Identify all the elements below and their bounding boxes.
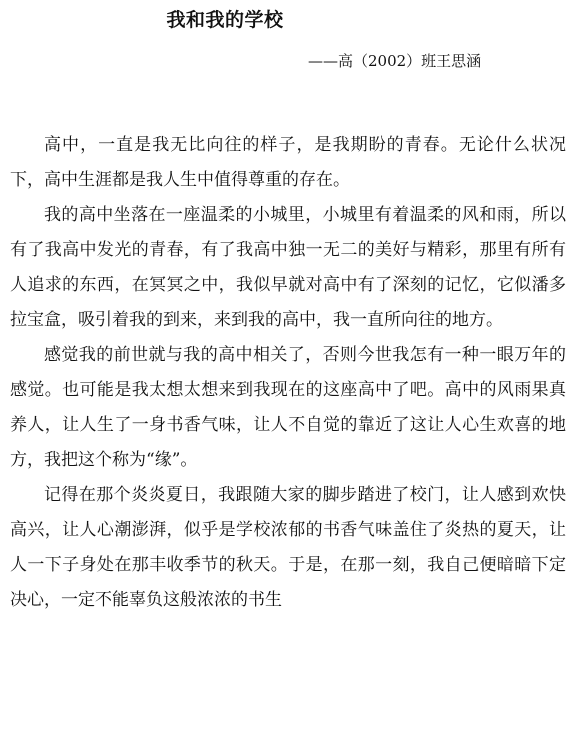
paragraph: 高中，一直是我无比向往的样子，是我期盼的青春。无论什么状况下，高中生涯都是我人生中值得尊重的存在。 <box>10 135 566 190</box>
page-bottom-edge <box>0 737 576 747</box>
paragraph: 我的高中坐落在一座温柔的小城里，小城里有着温柔的风和雨，所以有了我高中发光的青春，有了我高中独一无二的美好与精彩，那里有所有人追求的东西，在冥冥之中，我似早就对高中有了深刻的记忆，它似潘多拉宝盒，吸引着我的到来，来到我的高中，我一直所向往的地方。 <box>10 205 566 330</box>
document-title: 我和我的学校 <box>166 9 284 31</box>
author-byline: ——高（2002）班王思涵 <box>308 52 482 70</box>
paragraph: 感觉我的前世就与我的高中相关了，否则今世我怎有一种一眼万年的感觉。也可能是我太想太想来到我现在的这座高中了吧。高中的风雨果真养人，让人生了一身书香气味，让人不自觉的靠近了这让人心生欢喜的地方，我把这个称为“缘”。 <box>10 345 566 470</box>
paragraph: 记得在那个炎炎夏日，我跟随大家的脚步踏进了校门，让人感到欢快高兴，让人心潮澎湃，似乎是学校浓郁的书香气味盖住了炎热的夏天，让人一下子身处在那丰收季节的秋天。于是，在那一刻，我自己便暗暗下定决心，一定不能辜负这般浓浓的书生 <box>10 485 566 610</box>
document-body <box>10 128 566 618</box>
